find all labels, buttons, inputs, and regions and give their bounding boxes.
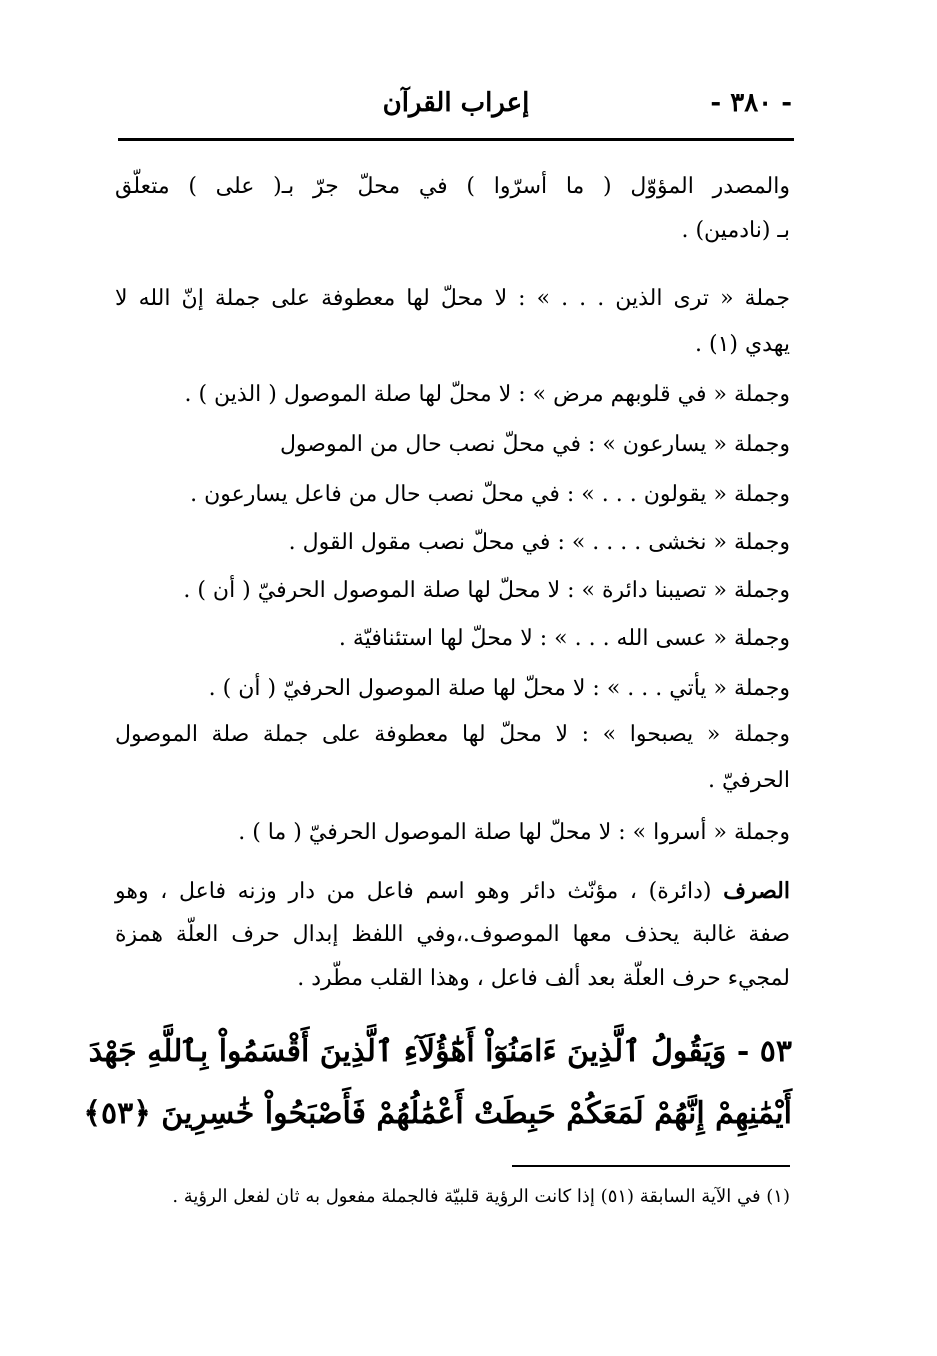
clause-yusbihu-line-1: وجملة « يصبحوا » : لا محلّ لها معطوفة على جملة صلة الموصول [115,722,790,747]
clause-asarru: وجملة « أسروا » : لا محلّ لها صلة الموصول الحرفيّ ( ما ) . [238,820,790,845]
clause-line: وجملة « في قلوبهم مرض » : لا محلّ لها صلة الموصول ( الذين ) . [184,382,790,407]
footnote-rule [512,1165,790,1167]
sarf-line-3: لمجيء حرف العلّة بعد ألف فاعل ، وهذا القلب مطّرد . [297,966,790,991]
clause-line: وجملة « يقولون . . . » : في محلّ نصب حال من فاعل يسارعون . [190,482,790,507]
quran-verse-line-2: أَيْمَٰنِهِمْ إِنَّهُمْ لَمَعَكُمْ حَبِطَتْ أَعْمَٰلُهُمْ فَأَصْبَحُواْ خَٰسِرِينَ ﴿٥٣﴾ [83,1096,792,1131]
quran-verse-line-1: ٥٣ - وَيَقُولُ ٱلَّذِينَ ءَامَنُوٓاْ أَهَٰٓؤُلَآءِ ٱلَّذِينَ أَقْسَمُواْ بِٱللَّهِ جَهْدَ [88,1034,792,1069]
sarf-line-1-text: (دائرة) ، مؤنّث دائر وهو اسم فاعل من دار وزنه فاعل ، وهو [115,879,712,904]
paragraph-2-line-1: جملة « ترى الذين . . . » : لا محلّ لها معطوفة على جملة إنّ الله لا [115,286,790,311]
clause-line: وجملة « عسى الله . . . » : لا محلّ لها استئنافيّة . [338,626,790,651]
footnote: (١) في الآية السابقة (٥١) إذا كانت الرؤية قلبيّة فالجملة مفعول به ثان لفعل الرؤية . [172,1186,790,1207]
clause-line: وجملة « نخشى . . . . » : في محلّ نصب مقول القول . [288,530,790,555]
clause-line: وجملة « يسارعون » : في محلّ نصب حال من الموصول [279,432,790,457]
paragraph-2-line-2: يهدي (١) . [694,332,790,357]
clause-yusbihu-line-2: الحرفيّ . [708,768,790,793]
sarf-line-1 [115,876,790,907]
clause-line: وجملة « تصيبنا دائرة » : لا محلّ لها صلة الموصول الحرفيّ ( أن ) . [183,578,790,603]
header-rule [118,138,794,141]
sarf-line-2: صفة غالبة يحذف معها الموصوف.،وفي اللفظ إبدال حرف العلّة همزة [115,922,790,947]
paragraph-1-line-2: بـ (نادمين) . [681,218,790,243]
paragraph-1-line-1: والمصدر المؤوّل ( ما أسرّوا ) في محلّ جرّ بـ( على ) متعلّق [115,174,790,199]
page-header [120,88,792,128]
running-title: إعراب القرآن [382,88,530,118]
sarf-label: الصرف [723,878,790,904]
page-number: - ٣٨٠ - [710,88,792,118]
clause-line: وجملة « يأتي . . . » : لا محلّ لها صلة الموصول الحرفيّ ( أن ) . [208,676,790,701]
